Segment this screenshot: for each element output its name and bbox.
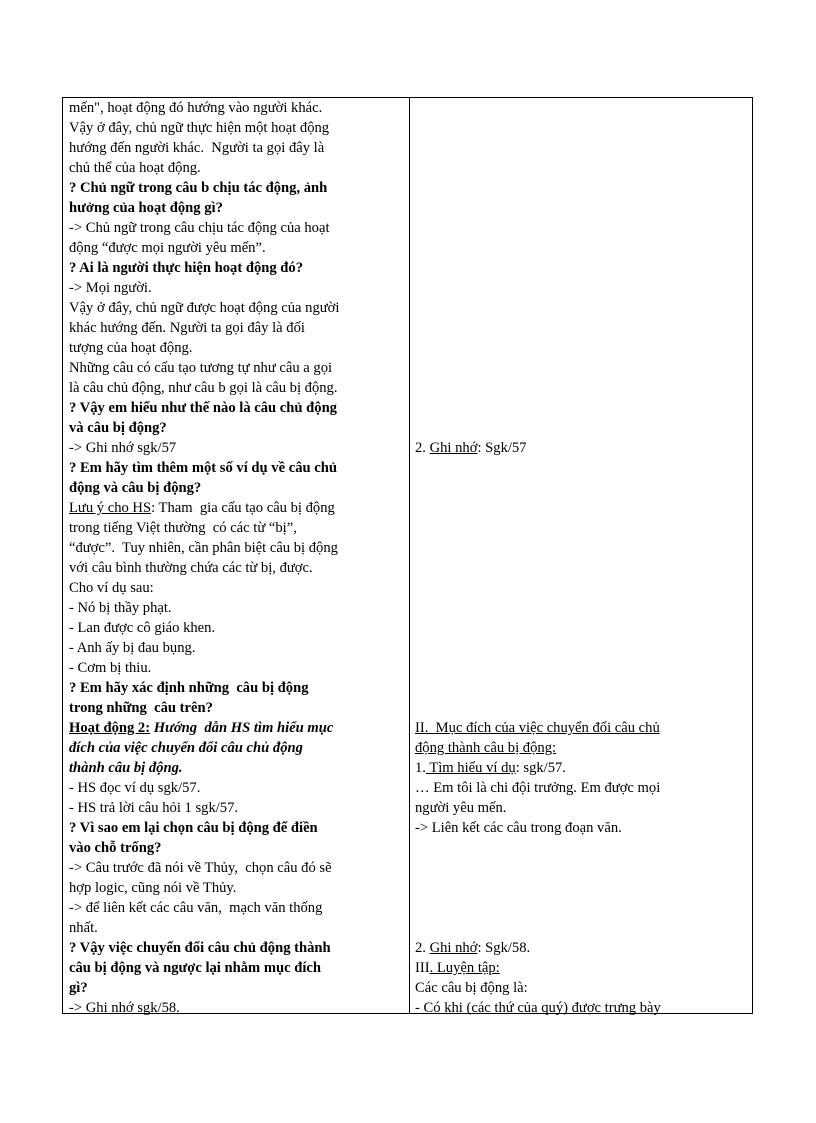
- text-run: khác hướng đến. Người ta gọi đây là đối: [69, 320, 305, 336]
- text-line: [69, 818, 401, 838]
- text-run: thành câu bị động.: [69, 760, 183, 776]
- text-line: [415, 958, 500, 978]
- text-line: [415, 718, 660, 738]
- text-run: Hoạt động 2:: [69, 720, 151, 736]
- text-line: [69, 358, 401, 378]
- lesson-table: [62, 97, 753, 1014]
- text-run: hợp logic, cũng nói về Thủy.: [69, 880, 237, 896]
- text-line: [415, 778, 660, 798]
- text-run: hưởng của hoạt động gì?: [69, 200, 223, 216]
- text-run: : Sgk/58.: [477, 940, 531, 956]
- text-run: - HS trả lời câu hỏi 1 sgk/57.: [69, 800, 239, 816]
- text-line: [415, 998, 661, 1018]
- text-line: [69, 778, 401, 798]
- text-line: [69, 378, 401, 398]
- text-run: - Cơm bị thiu.: [69, 660, 152, 676]
- text-line: [69, 538, 401, 558]
- text-run: 2.: [415, 440, 430, 456]
- text-line: [69, 618, 401, 638]
- text-run: ? Vậy việc chuyển đổi câu chủ động thành: [69, 940, 331, 956]
- text-line: [69, 238, 401, 258]
- text-line: [69, 638, 401, 658]
- text-line: [69, 758, 401, 778]
- text-run: - HS đọc ví dụ sgk/57.: [69, 780, 201, 796]
- text-line: [69, 418, 401, 438]
- text-run: Vậy ở đây, chủ ngữ thực hiện một hoạt động: [69, 120, 330, 136]
- text-run: : Sgk/57: [477, 440, 527, 456]
- text-line: [69, 218, 401, 238]
- text-line: [69, 258, 401, 278]
- text-line: [69, 998, 401, 1018]
- text-line: [69, 338, 401, 358]
- text-run: Ghi nhớ: [429, 440, 478, 456]
- text-line: [69, 878, 401, 898]
- text-line: [69, 458, 401, 478]
- text-run: … Em tôi là chi đội trưởng. Em được mọi: [415, 780, 661, 796]
- text-run: - Lan được cô giáo khen.: [69, 620, 216, 636]
- text-run: ? Em hãy tìm thêm một số ví dụ về câu chủ: [69, 460, 337, 476]
- text-line: [69, 398, 401, 418]
- text-line: [69, 478, 401, 498]
- text-run: 2.: [415, 940, 430, 956]
- text-run: - Anh ấy bị đau bụng.: [69, 640, 196, 656]
- text-line: [69, 658, 401, 678]
- text-run: III: [415, 960, 430, 976]
- text-line: [69, 518, 401, 538]
- text-line: [69, 98, 401, 118]
- text-run: Các câu bị động là:: [415, 980, 528, 996]
- teacher-activity-column: [69, 98, 401, 1018]
- column-divider: [409, 98, 410, 1013]
- text-line: [69, 118, 401, 138]
- text-run: Vậy ở đây, chủ ngữ được hoạt động của người: [69, 300, 340, 316]
- text-line: [69, 138, 401, 158]
- text-line: [69, 598, 401, 618]
- text-run: câu bị động và ngược lại nhằm mục đích: [69, 960, 322, 976]
- text-line: [69, 798, 401, 818]
- text-line: [69, 318, 401, 338]
- text-run: người yêu mến.: [415, 800, 507, 816]
- text-run: “được”. Tuy nhiên, cần phân biệt câu bị động: [69, 540, 338, 556]
- text-run: -> Liên kết các câu trong đoạn văn.: [415, 820, 622, 836]
- text-run: đích của việc chuyển đổi câu chủ động: [69, 740, 303, 756]
- text-run: . Luyện tập:: [429, 960, 500, 976]
- text-run: Ghi nhớ: [429, 940, 478, 956]
- text-run: -> Ghi nhớ sgk/58.: [69, 1000, 180, 1016]
- text-run: trong tiếng Việt thường có các từ “bị”,: [69, 520, 297, 536]
- text-run: -> Mọi người.: [69, 280, 152, 296]
- text-line: [69, 498, 401, 518]
- text-run: là câu chủ động, như câu b gọi là câu bị động.: [69, 380, 338, 396]
- text-run: ? Chủ ngữ trong câu b chịu tác động, ảnh: [69, 180, 328, 196]
- text-line: [69, 858, 401, 878]
- text-run: : sgk/57.: [515, 760, 566, 776]
- text-run: Những câu có cấu tạo tương tự như câu a gọi: [69, 360, 333, 376]
- text-run: mến", hoạt động đó hướng vào người khác.: [69, 100, 323, 116]
- text-line: [69, 738, 401, 758]
- text-run: gì?: [69, 980, 88, 996]
- text-run: ? Vậy em hiểu như thế nào là câu chủ động: [69, 400, 337, 416]
- text-line: [69, 838, 401, 858]
- text-run: động và câu bị động?: [69, 480, 202, 496]
- text-run: Cho ví dụ sau:: [69, 580, 154, 596]
- text-run: ? Vì sao em lại chọn câu bị động để điền: [69, 820, 318, 836]
- text-run: tượng của hoạt động.: [69, 340, 193, 356]
- text-line: [69, 438, 401, 458]
- text-run: -> Chủ ngữ trong câu chịu tác động của hoạt: [69, 220, 330, 236]
- text-line: [415, 978, 528, 998]
- text-run: trong những câu trên?: [69, 700, 213, 716]
- text-line: [69, 958, 401, 978]
- text-line: [69, 978, 401, 998]
- text-run: - Có khi (các thứ của quý) được trưng bày: [415, 1000, 661, 1016]
- text-run: Tìm hiểu ví dụ: [425, 760, 516, 776]
- text-line: [69, 178, 401, 198]
- text-run: và câu bị động?: [69, 420, 167, 436]
- text-run: ? Ai là người thực hiện hoạt động đó?: [69, 260, 304, 276]
- text-line: [69, 558, 401, 578]
- text-run: động “được mọi người yêu mến”.: [69, 240, 266, 256]
- text-run: Hướng dẫn HS tìm hiểu mục: [150, 720, 334, 736]
- text-run: với câu bình thường chứa các từ bị, được.: [69, 560, 313, 576]
- text-line: [69, 918, 401, 938]
- text-run: -> Câu trước đã nói về Thủy, chọn câu đó sẽ: [69, 860, 332, 876]
- text-run: Lưu ý cho HS: [69, 500, 152, 516]
- text-line: [69, 298, 401, 318]
- text-line: [415, 818, 622, 838]
- text-run: : Tham gia cấu tạo câu bị động: [151, 500, 335, 516]
- text-run: động thành câu bị động:: [415, 740, 557, 756]
- text-run: - Nó bị thầy phạt.: [69, 600, 172, 616]
- text-line: [69, 158, 401, 178]
- text-run: hướng đến người khác. Người ta gọi đây là: [69, 140, 325, 156]
- text-line: [415, 798, 506, 818]
- text-line: [69, 278, 401, 298]
- text-run: -> Ghi nhớ sgk/57: [69, 440, 177, 456]
- text-line: [69, 698, 401, 718]
- text-run: ? Em hãy xác định những câu bị động: [69, 680, 309, 696]
- text-line: [69, 198, 401, 218]
- text-run: vào chỗ trống?: [69, 840, 162, 856]
- text-line: [69, 718, 401, 738]
- text-line: [69, 938, 401, 958]
- text-line: [69, 578, 401, 598]
- text-run: II. Mục đích của việc chuyển đổi câu chủ: [415, 720, 660, 736]
- text-line: [415, 738, 556, 758]
- text-line: [415, 938, 530, 958]
- text-run: -> để liên kết các câu văn, mạch văn thống: [69, 900, 323, 916]
- text-run: nhất.: [69, 920, 98, 936]
- text-line: [69, 898, 401, 918]
- text-line: [415, 758, 566, 778]
- text-line: [415, 438, 527, 458]
- text-run: 1.: [415, 760, 426, 776]
- text-line: [69, 678, 401, 698]
- text-run: chủ thể của hoạt động.: [69, 160, 201, 176]
